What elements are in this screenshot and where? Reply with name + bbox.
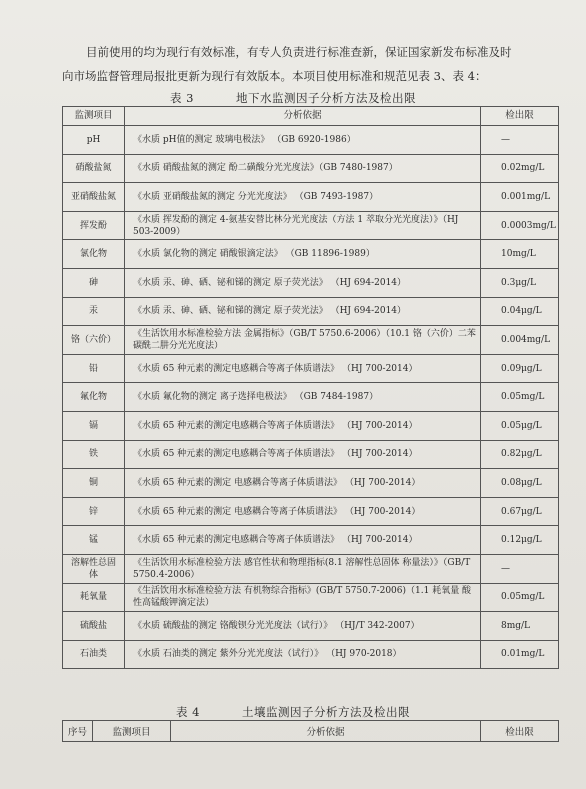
- cell-method: 《水质 汞、砷、硒、铋和锑的测定 原子荧光法》 （HJ 694-2014）: [125, 268, 481, 297]
- header-seq: 序号: [63, 721, 93, 742]
- cell-method: 《水质 挥发酚的测定 4-氨基安替比林分光光度法（方法 1 萃取分光光度法）》（HJ 503-2009）: [125, 211, 481, 240]
- cell-item: 铁: [63, 440, 125, 469]
- cell-limit: 0.67μg/L: [481, 497, 559, 526]
- soil-methods-table: [62, 720, 559, 742]
- cell-limit: 0.05μg/L: [481, 411, 559, 440]
- table-row: [63, 526, 559, 555]
- cell-limit: 0.05mg/L: [481, 383, 559, 412]
- cell-method: 《水质 65 种元素的测定电感耦合等离子体质谱法》 （HJ 700-2014）: [125, 354, 481, 383]
- cell-item: 铬（六价）: [63, 326, 125, 355]
- table3-title: 地下水监测因子分析方法及检出限: [235, 91, 416, 105]
- cell-item: 铜: [63, 469, 125, 498]
- cell-method: 《生活饮用水标准检验方法 感官性状和物理指标(8.1 溶解性总固体 称量法）》（GB/T 5750.4-2006）: [125, 554, 481, 583]
- table-header-row: [63, 107, 559, 126]
- cell-item: 硫酸盐: [63, 612, 125, 641]
- cell-limit: 0.02mg/L: [481, 154, 559, 183]
- table-row: [63, 354, 559, 383]
- cell-item: 汞: [63, 297, 125, 326]
- table-row: [63, 469, 559, 498]
- cell-item: pH: [63, 126, 125, 155]
- cell-method: 《水质 65 种元素的测定 电感耦合等离子体质谱法》 （HJ 700-2014）: [125, 469, 481, 498]
- cell-limit: 0.05mg/L: [481, 583, 559, 612]
- cell-limit: 0.09μg/L: [481, 354, 559, 383]
- table-row: [63, 297, 559, 326]
- cell-item: 石油类: [63, 640, 125, 669]
- cell-limit: 0.04μg/L: [481, 297, 559, 326]
- intro-paragraph: [62, 40, 542, 88]
- cell-limit: 0.001mg/L: [481, 183, 559, 212]
- cell-limit: 0.004mg/L: [481, 326, 559, 355]
- table-row: [63, 497, 559, 526]
- table3-number: 表 3: [170, 91, 194, 105]
- cell-item: 锰: [63, 526, 125, 555]
- table-row: [63, 268, 559, 297]
- intro-line-1: 目前使用的均为现行有效标准，有专人负责进行标准查新，保证国家新发布标准及时: [86, 45, 512, 59]
- cell-method: 《生活饮用水标准检验方法 有机物综合指标》(GB/T 5750.7-2006)（1.1 耗氧量 酸性高锰酸钾滴定法）: [125, 583, 481, 612]
- cell-item: 亚硝酸盐氮: [63, 183, 125, 212]
- table-row: [63, 440, 559, 469]
- cell-method: 《水质 硝酸盐氮的测定 酚二磺酸分光光度法》（GB 7480-1987）: [125, 154, 481, 183]
- cell-item: 溶解性总固体: [63, 554, 125, 583]
- table-row: [63, 612, 559, 641]
- cell-limit: —: [481, 554, 559, 583]
- cell-item: 锌: [63, 497, 125, 526]
- table-row: [63, 126, 559, 155]
- header-method: 分析依据: [125, 107, 481, 126]
- cell-method: 《水质 65 种元素的测定电感耦合等离子体质谱法》 （HJ 700-2014）: [125, 440, 481, 469]
- table-row: [63, 640, 559, 669]
- header-limit: 检出限: [481, 721, 559, 742]
- cell-method: 《水质 氯化物的测定 硝酸银滴定法》 （GB 11896-1989）: [125, 240, 481, 269]
- cell-limit: 0.08μg/L: [481, 469, 559, 498]
- cell-limit: 0.01mg/L: [481, 640, 559, 669]
- table-row: [63, 240, 559, 269]
- cell-item: 挥发酚: [63, 211, 125, 240]
- cell-limit: —: [481, 126, 559, 155]
- cell-method: 《生活饮用水标准检验方法 金属指标》（GB/T 5750.6-2006）（10.1 铬（六价）二苯碳酰二肼分光光度法）: [125, 326, 481, 355]
- groundwater-methods-table: [62, 106, 559, 669]
- cell-method: 《水质 pH值的测定 玻璃电极法》 （GB 6920-1986）: [125, 126, 481, 155]
- cell-item: 氯化物: [63, 240, 125, 269]
- table-row: [63, 411, 559, 440]
- cell-method: 《水质 65 种元素的测定 电感耦合等离子体质谱法》 （HJ 700-2014）: [125, 497, 481, 526]
- table-row: [63, 326, 559, 355]
- cell-item: 砷: [63, 268, 125, 297]
- cell-method: 《水质 亚硝酸盐氮的测定 分光光度法》 （GB 7493-1987）: [125, 183, 481, 212]
- cell-item: 氟化物: [63, 383, 125, 412]
- table4-caption: [0, 704, 586, 720]
- intro-line-2: 向市场监督管理局报批更新为现行有效版本。本项目使用标准和规范见表 3、表 4：: [62, 69, 487, 83]
- table3-body: [63, 126, 559, 669]
- table-row: [63, 383, 559, 412]
- cell-method: 《水质 氟化物的测定 离子选择电极法》 （GB 7484-1987）: [125, 383, 481, 412]
- table4-title: 土壤监测因子分析方法及检出限: [241, 705, 410, 719]
- cell-limit: 8mg/L: [481, 612, 559, 641]
- cell-limit: 10mg/L: [481, 240, 559, 269]
- header-method: 分析依据: [171, 721, 481, 742]
- table-row: [63, 554, 559, 583]
- cell-limit: 0.3μg/L: [481, 268, 559, 297]
- header-item: 监测项目: [93, 721, 171, 742]
- table-row: [63, 183, 559, 212]
- cell-item: 硝酸盐氮: [63, 154, 125, 183]
- cell-limit: 0.12μg/L: [481, 526, 559, 555]
- table-row: [63, 583, 559, 612]
- header-item: 监测项目: [63, 107, 125, 126]
- cell-limit: 0.0003mg/L: [481, 211, 559, 240]
- table4-number: 表 4: [176, 705, 200, 719]
- header-limit: 检出限: [481, 107, 559, 126]
- cell-item: 耗氧量: [63, 583, 125, 612]
- table4-header-row: [63, 721, 559, 742]
- cell-method: 《水质 汞、砷、硒、铋和锑的测定 原子荧光法》 （HJ 694-2014）: [125, 297, 481, 326]
- cell-method: 《水质 65 种元素的测定电感耦合等离子体质谱法》 （HJ 700-2014）: [125, 526, 481, 555]
- table3-caption: [0, 90, 586, 106]
- cell-item: 铅: [63, 354, 125, 383]
- cell-limit: 0.82μg/L: [481, 440, 559, 469]
- cell-item: 镉: [63, 411, 125, 440]
- cell-method: 《水质 石油类的测定 紫外分光光度法（试行）》 （HJ 970-2018）: [125, 640, 481, 669]
- table-row: [63, 154, 559, 183]
- cell-method: 《水质 65 种元素的测定电感耦合等离子体质谱法》 （HJ 700-2014）: [125, 411, 481, 440]
- cell-method: 《水质 硫酸盐的测定 铬酸钡分光光度法（试行）》 （HJ/T 342-2007）: [125, 612, 481, 641]
- table-row: [63, 211, 559, 240]
